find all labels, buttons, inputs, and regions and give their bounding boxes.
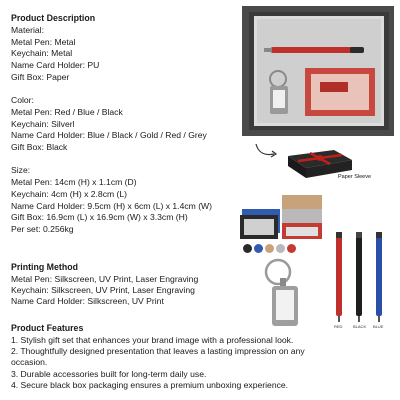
description-line: Gift Box: Paper bbox=[11, 71, 70, 82]
color-swatch bbox=[243, 244, 252, 253]
description-line: Keychain: Metal bbox=[11, 48, 73, 59]
color-swatch bbox=[265, 244, 274, 253]
description-line: Size: bbox=[11, 165, 31, 176]
features-line: 1. Stylish gift set that enhances your brand image with a professional look. bbox=[11, 335, 294, 345]
pen-label-blue: BLUE bbox=[373, 324, 384, 329]
printing-heading: Printing Method bbox=[11, 262, 78, 272]
pen-label-black: BLACK bbox=[353, 324, 367, 329]
features-line: 2. Thoughtfully designed presentation that leaves a lasting impression on any bbox=[11, 346, 305, 357]
description-line: Keychain: 4cm (H) x 2.8cm (L) bbox=[11, 188, 128, 199]
description-line: Material: bbox=[11, 25, 44, 35]
pens-photo bbox=[330, 228, 398, 328]
description-line: Color: bbox=[11, 95, 34, 106]
description-line: Gift Box: Black bbox=[11, 142, 68, 152]
description-line: Keychain: Silverl bbox=[11, 118, 75, 129]
card-holders-photo bbox=[238, 193, 328, 245]
arrow-icon bbox=[252, 140, 282, 162]
description-line: Name Card Holder: 9.5cm (H) x 6cm (L) x 1.4cm (W) bbox=[11, 200, 213, 211]
printing-line: Name Card Holder: Silkscreen, UV Print bbox=[11, 296, 164, 307]
color-swatch bbox=[254, 244, 263, 253]
color-swatch bbox=[276, 244, 285, 253]
gift-box-photo bbox=[240, 4, 396, 138]
printing-line: Keychain: Silkscreen, UV Print, Laser Engraving bbox=[11, 285, 195, 296]
description-line: Gift Box: 16.9cm (L) x 16.9cm (W) x 3.3cm (H) bbox=[11, 212, 188, 223]
features-line: 4. Secure black box packaging ensures a premium unboxing experience. bbox=[11, 379, 289, 390]
description-line: Name Card Holder: Blue / Black / Gold / Red / Grey bbox=[11, 130, 207, 141]
description-line: Per set: 0.256kg bbox=[11, 223, 74, 234]
description-line: Name Card Holder: PU bbox=[11, 60, 100, 71]
paper-sleeve-label: Paper Sleeve bbox=[338, 174, 372, 180]
keychain-photo bbox=[258, 256, 308, 328]
color-swatch bbox=[287, 244, 296, 253]
description-line: Metal Pen: 14cm (H) x 1.1cm (D) bbox=[11, 177, 137, 188]
printing-line: Metal Pen: Silkscreen, UV Print, Laser Engraving bbox=[11, 274, 199, 284]
features-line: 3. Durable accessories built for long-term daily use. bbox=[11, 368, 207, 379]
features-heading: Product Features bbox=[11, 323, 84, 333]
description-line: Metal Pen: Red / Blue / Black bbox=[11, 106, 123, 117]
description-heading: Product Description bbox=[11, 13, 96, 23]
pen-label-red: RED bbox=[334, 324, 343, 329]
description-line: Metal Pen: Metal bbox=[11, 36, 76, 47]
features-line: occasion. bbox=[11, 357, 48, 368]
